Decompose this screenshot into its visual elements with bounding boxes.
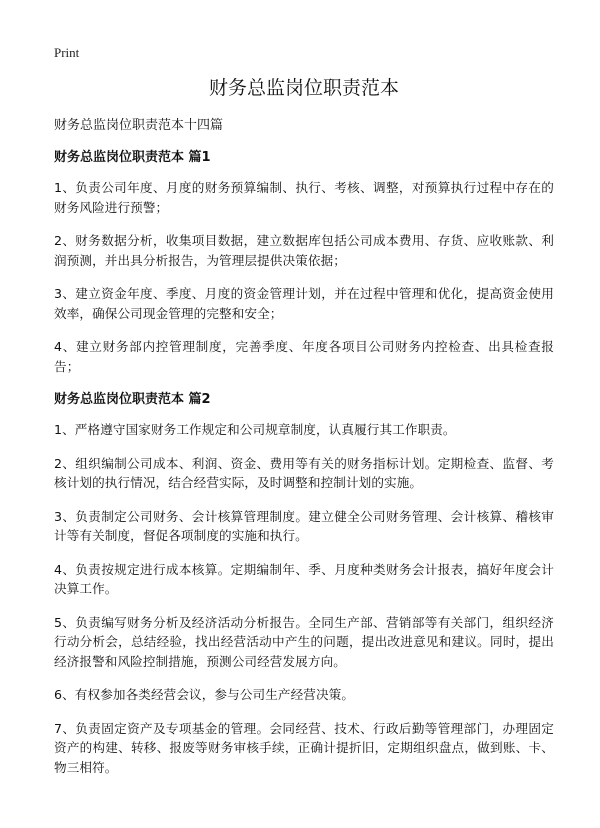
section-1 bbox=[54, 148, 554, 376]
paragraph: 2、财务数据分析，收集项目数据，建立数据库包括公司成本费用、存货、应收账款、利润预测，并出具分析报告，为管理层提供决策依据； bbox=[54, 233, 554, 268]
document-title: 财务总监岗位职责范本 bbox=[208, 77, 399, 99]
print-label: Print bbox=[54, 45, 80, 60]
paragraph: 6、有权参加各类经营会议，参与公司生产经营决策。 bbox=[54, 687, 355, 702]
paragraph: 4、建立财务部内控管理制度，完善季度、年度各项目公司财务内控检查、出具检查报告； bbox=[54, 339, 554, 374]
document-subtitle: 财务总监岗位职责范本十四篇 bbox=[54, 118, 224, 133]
paragraph: 3、负责制定公司财务、会计核算管理制度。建立健全公司财务管理、会计核算、稽核审计等有关制度，督促各项制度的实施和执行。 bbox=[54, 508, 554, 543]
paragraph: 1、负责公司年度、月度的财务预算编制、执行、考核、调整，对预算执行过程中存在的财务风险进行预警； bbox=[54, 180, 554, 215]
paragraph: 5、负责编写财务分析及经济活动分析报告。全同生产部、营销部等有关部门，组织经济行动分析会，总结经验，找出经营活动中产生的问题，提出改进意见和建议。同时，提出经济报警和风险控制措施，预测公司经营发展方向。 bbox=[54, 614, 554, 669]
section-heading: 财务总监岗位职责范本 篇2 bbox=[54, 392, 211, 407]
paragraph: 2、组织编制公司成本、利润、资金、费用等有关的财务指标计划。定期检查、监督、考核计划的执行情况，结合经营实际，及时调整和控制计划的实施。 bbox=[54, 455, 554, 490]
section-2 bbox=[54, 390, 554, 777]
paragraph: 7、负责固定资产及专项基金的管理。会同经营、技术、行政后勤等管理部门，办理固定资产的构建、转移、报废等财务审核手续，正确计提折旧，定期组织盘点，做到账、卡、物三相符。 bbox=[54, 720, 554, 775]
paragraph: 4、负责按规定进行成本核算。定期编制年、季、月度种类财务会计报表，搞好年度会计决算工作。 bbox=[54, 561, 554, 596]
paragraph: 3、建立资金年度、季度、月度的资金管理计划，并在过程中管理和优化，提高资金使用效率，确保公司现金管理的完整和安全； bbox=[54, 286, 554, 321]
paragraph: 1、严格遵守国家财务工作规定和公司规章制度，认真履行其工作职责。 bbox=[54, 422, 456, 437]
section-heading: 财务总监岗位职责范本 篇1 bbox=[54, 150, 211, 165]
